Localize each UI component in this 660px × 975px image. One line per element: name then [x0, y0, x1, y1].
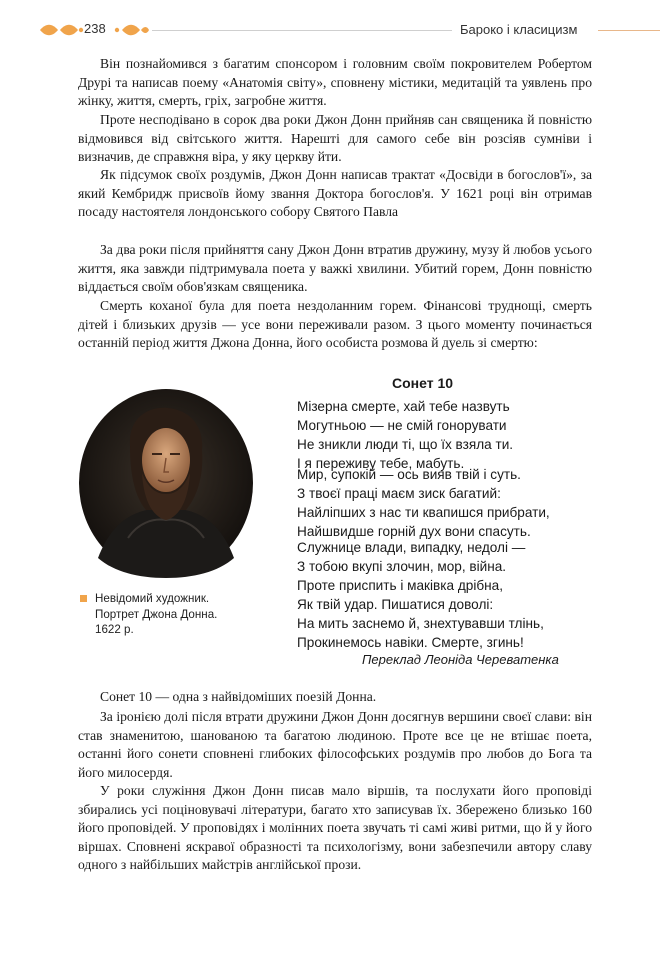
verse-line: Проте приспить і маківка дрібна, — [297, 577, 503, 593]
header-rule-right — [598, 30, 660, 31]
paragraph: Як підсумок своїх роздумів, Джон Донн написав трактат «Досвіди в богослов'ї», за який Кембридж присвоїв йому звання Доктора богослов'я. У 1621 році він отримав посаду настоятеля лондонського собору Святого Павла — [78, 167, 592, 219]
verse-line: І я переживу тебе, мабуть. — [297, 455, 465, 471]
caption-bullet — [80, 595, 87, 602]
verse-line: Мізерна смерте, хай тебе назвуть — [297, 399, 510, 414]
ornament-left-icon — [38, 23, 84, 37]
verse-line: Не зникли люди ті, що їх взяла ти. — [297, 436, 514, 452]
page-header — [0, 18, 660, 42]
caption-line: Невідомий художник. — [95, 592, 210, 605]
paragraph: У роки служіння Джон Донн писав мало віршів, та послухати його проповіді збирались усі поціновувачі літератури, багато хто записував їх. Збережено близько 160 його проповідей. У проповідях і молінних поета звучать ті самі живі ритми, що й у його віршах. Сповнені яскравої образності та психологізму, вони забезпечили автору славу одного з найбільших майстрів англійської прози. — [78, 783, 592, 872]
stanza — [297, 539, 597, 652]
paragraph: Проте несподівано в сорок два роки Джон Донн прийняв сан священика й повністю відмовився від світського життя. Нарешті для самого себе він розсіяв сумніви і визначив, де справжня віра, у яку церкву йти. — [78, 112, 592, 164]
section-title: Бароко і класицизм — [460, 22, 578, 37]
header-rule — [152, 30, 452, 31]
verse-line: Мир, супокій — ось вияв твій і суть. — [297, 467, 521, 482]
translator-credit: Переклад Леоніда Череватенка — [362, 652, 559, 667]
paragraph: Сонет 10 — одна з найвідоміших поезій Донна. — [100, 689, 377, 704]
page-number: 238 — [84, 21, 106, 36]
verse-line: На мить заснемо й, знехтувавши тлінь, — [297, 615, 544, 631]
portrait-john-donne — [78, 388, 254, 578]
verse-line: Найшвидше горній дух вони спасуть. — [297, 523, 531, 539]
sonnet-title: Сонет 10 — [392, 375, 454, 391]
stanza — [297, 398, 597, 474]
verse-line: З тобою вкупі злочин, мор, війна. — [297, 558, 507, 574]
figure-caption — [95, 591, 245, 638]
paragraph: Смерть коханої була для поета нездоланним горем. Фінансові труднощі, смерть дітей і близьких друзів — усе вони переживали разом. З цього моменту починається останній період життя Джона Донна, його особиста розмова й дуель зі смертю: — [78, 298, 592, 350]
verse-line: Найліпших з нас ти квапишся прибрати, — [297, 504, 550, 520]
verse-line: Служнице влади, випадку, недолі — — [297, 540, 526, 555]
caption-line: 1622 р. — [95, 623, 134, 636]
paragraph: За іронією долі після втрати дружини Джон Донн досягнув вершини своєї слави: він став знаменитою, шанованою та багатою людиною. Проте все це не втішає поета, останні його сонети сповнені глибоких філософських роздумів про любов до Бога та його милосердя. — [78, 709, 592, 780]
paragraph: Він познайомився з багатим спонсором і головним своїм покровителем Робертом Друрі та написав поему «Анатомія світу», сповнену містики, медитацій та уявлень про жінку, життя, смерть, гріх, загробне життя. — [78, 56, 592, 108]
stanza — [297, 466, 597, 542]
verse-line: Могутньою — не смій гонорувати — [297, 417, 507, 433]
verse-line: Як твій удар. Пишатися доволі: — [297, 596, 494, 612]
verse-line: Прокинемось навіки. Смерте, згинь! — [297, 634, 524, 650]
ornament-right-icon — [114, 23, 150, 37]
paragraph: За два роки після прийняття сану Джон Донн втратив дружину, музу й любов усього життя, яка завжди підтримувала поета у важкі хвилини. Убитий горем, Донн повністю віддається своїм обов'язкам священика. — [78, 242, 592, 294]
verse-line: З твоєї праці маєм зиск багатий: — [297, 485, 501, 501]
caption-line: Портрет Джона Донна. — [95, 607, 218, 621]
